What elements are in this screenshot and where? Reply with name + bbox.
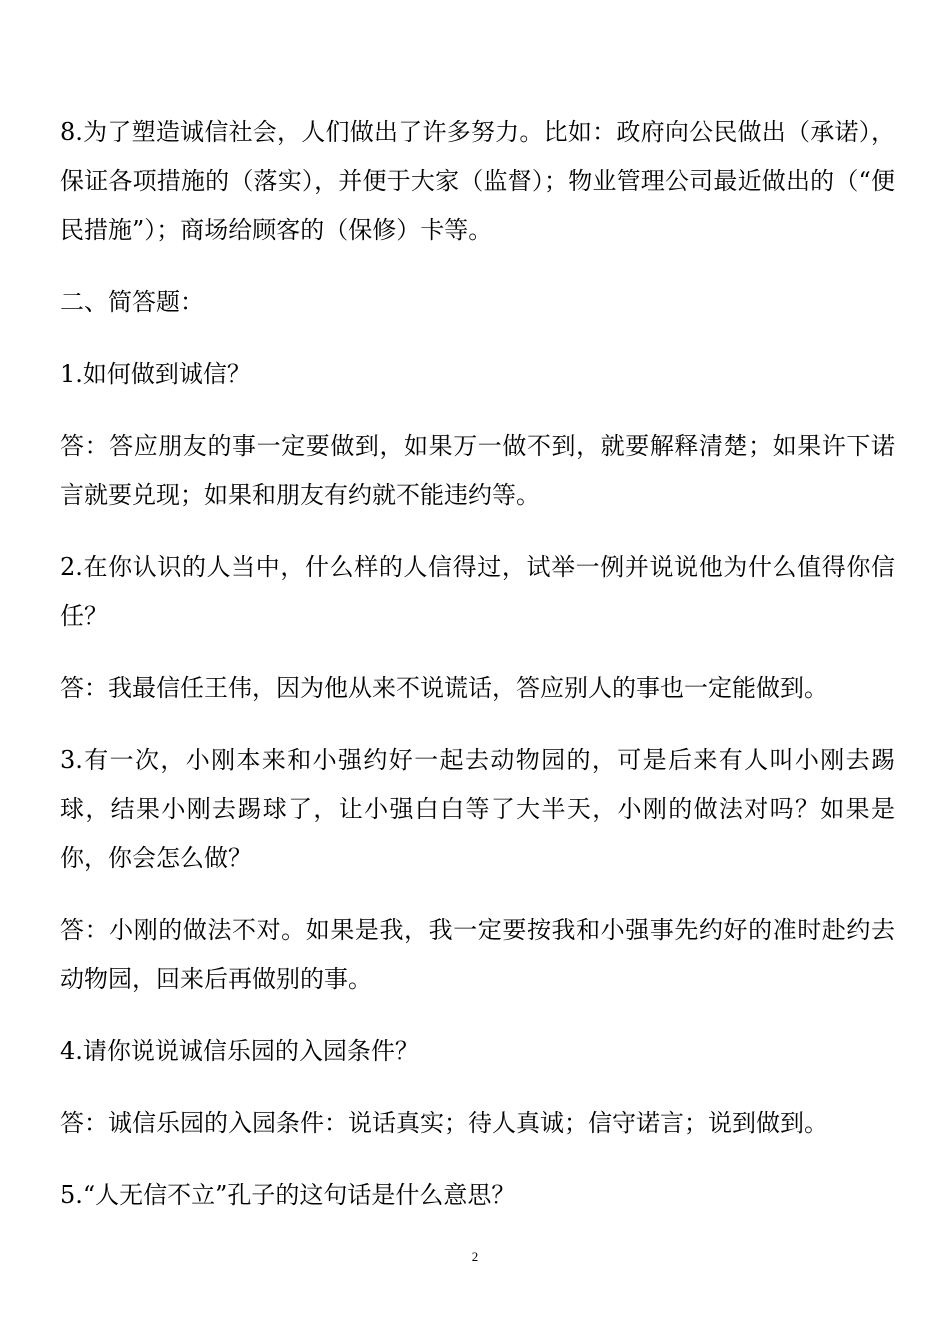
document-body [60, 108, 895, 1243]
answer-4: 答：诚信乐园的入园条件：说话真实；待人真诚；信守诺言；说到做到。 [60, 1109, 828, 1137]
answer-1: 答：答应朋友的事一定要做到，如果万一做不到，就要解释清楚；如果许下诺言就要兑现；如果和朋友有约就不能违约等。 [60, 432, 895, 509]
fill-in-question-8: 8.为了塑造诚信社会，人们做出了许多努力。比如：政府向公民做出（承诺），保证各项措施的（落实），并便于大家（监督）；物业管理公司最近做出的（“便民措施”）；商场给顾客的（保修）卡等。 [60, 118, 895, 244]
question-2: 2.在你认识的人当中，什么样的人信得过，试举一例并说说他为什么值得你信任？ [60, 553, 895, 630]
page-number: 2 [471, 1249, 479, 1264]
answer-2: 答：我最信任王伟，因为他从来不说谎话，答应别人的事也一定能做到。 [60, 674, 828, 702]
section-heading-short-answer: 二、简答题： [60, 288, 204, 316]
question-3: 3.有一次，小刚本来和小强约好一起去动物园的，可是后来有人叫小刚去踢球，结果小刚去踢球了，让小强白白等了大半天，小刚的做法对吗？如果是你，你会怎么做？ [60, 746, 895, 872]
question-1: 1.如何做到诚信？ [60, 360, 251, 388]
answer-3: 答：小刚的做法不对。如果是我，我一定要按我和小强事先约好的准时赴约去动物园，回来后再做别的事。 [60, 916, 895, 993]
question-5: 5.“人无信不立”孔子的这句话是什么意思？ [60, 1181, 516, 1209]
question-4: 4.请你说说诚信乐园的入园条件？ [60, 1037, 419, 1065]
